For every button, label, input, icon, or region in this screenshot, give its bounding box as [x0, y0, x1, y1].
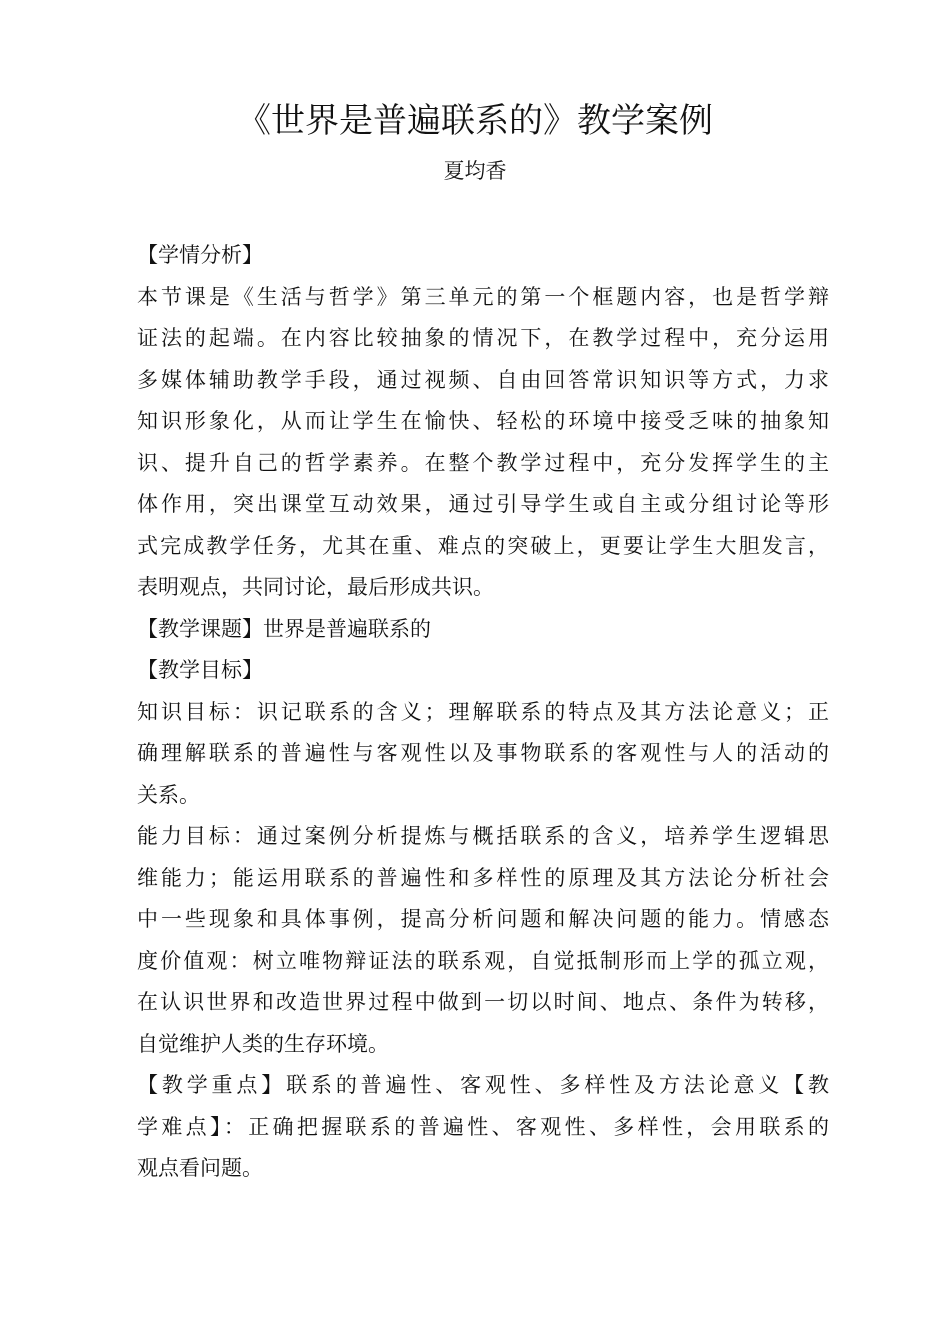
text-line: 【教学目标】 — [137, 658, 263, 682]
text-line: 识、提升自己的哲学素养。在整个教学过程中，充分发挥学生的主 — [137, 450, 829, 475]
text-line: 【学情分析】 — [137, 243, 263, 267]
text-line: 自觉维护人类的生存环境。 — [137, 1031, 389, 1056]
text-line: 观点看问题。 — [137, 1156, 263, 1180]
text-line: 确理解联系的普遍性与客观性以及事物联系的客观性与人的活动的 — [137, 741, 829, 765]
text-line: 度价值观：树立唯物辩证法的联系观，自觉抵制形而上学的孤立观， — [137, 948, 829, 973]
text-line: 关系。 — [137, 782, 200, 807]
text-line: 表明观点，共同讨论，最后形成共识。 — [137, 575, 494, 599]
text-line: 本节课是《生活与哲学》第三单元的第一个框题内容，也是哲学辩 — [137, 284, 829, 309]
document-body — [137, 235, 829, 1190]
text-line: 【教学课题】世界是普遍联系的 — [137, 616, 431, 641]
document-title: 《世界是普遍联系的》教学案例 — [237, 101, 713, 141]
text-line: 在认识世界和改造世界过程中做到一切以时间、地点、条件为转移， — [137, 990, 829, 1014]
text-line: 【教学重点】联系的普遍性、客观性、多样性及方法论意义【教 — [137, 1073, 829, 1097]
text-line: 多媒体辅助教学手段，通过视频、自由回答常识知识等方式，力求 — [137, 367, 829, 392]
text-line: 维能力；能运用联系的普遍性和多样性的原理及其方法论分析社会 — [137, 865, 829, 890]
text-line: 能力目标：通过案例分析提炼与概括联系的含义，培养学生逻辑思 — [137, 824, 829, 848]
text-line: 式完成教学任务，尤其在重、难点的突破上，更要让学生大胆发言， — [137, 533, 829, 558]
text-line: 体作用，突出课堂互动效果，通过引导学生或自主或分组讨论等形 — [137, 492, 829, 516]
text-line: 知识目标：识记联系的含义；理解联系的特点及其方法论意义；正 — [137, 699, 829, 724]
text-line: 证法的起端。在内容比较抽象的情况下，在教学过程中，充分运用 — [137, 326, 829, 350]
text-line: 中一些现象和具体事例，提高分析问题和解决问题的能力。情感态 — [137, 907, 829, 931]
text-line: 知识形象化，从而让学生在愉快、轻松的环境中接受乏味的抽象知 — [137, 409, 829, 433]
document-author: 夏均香 — [443, 159, 507, 183]
text-line: 学难点】：正确把握联系的普遍性、客观性、多样性，会用联系的 — [137, 1114, 829, 1139]
